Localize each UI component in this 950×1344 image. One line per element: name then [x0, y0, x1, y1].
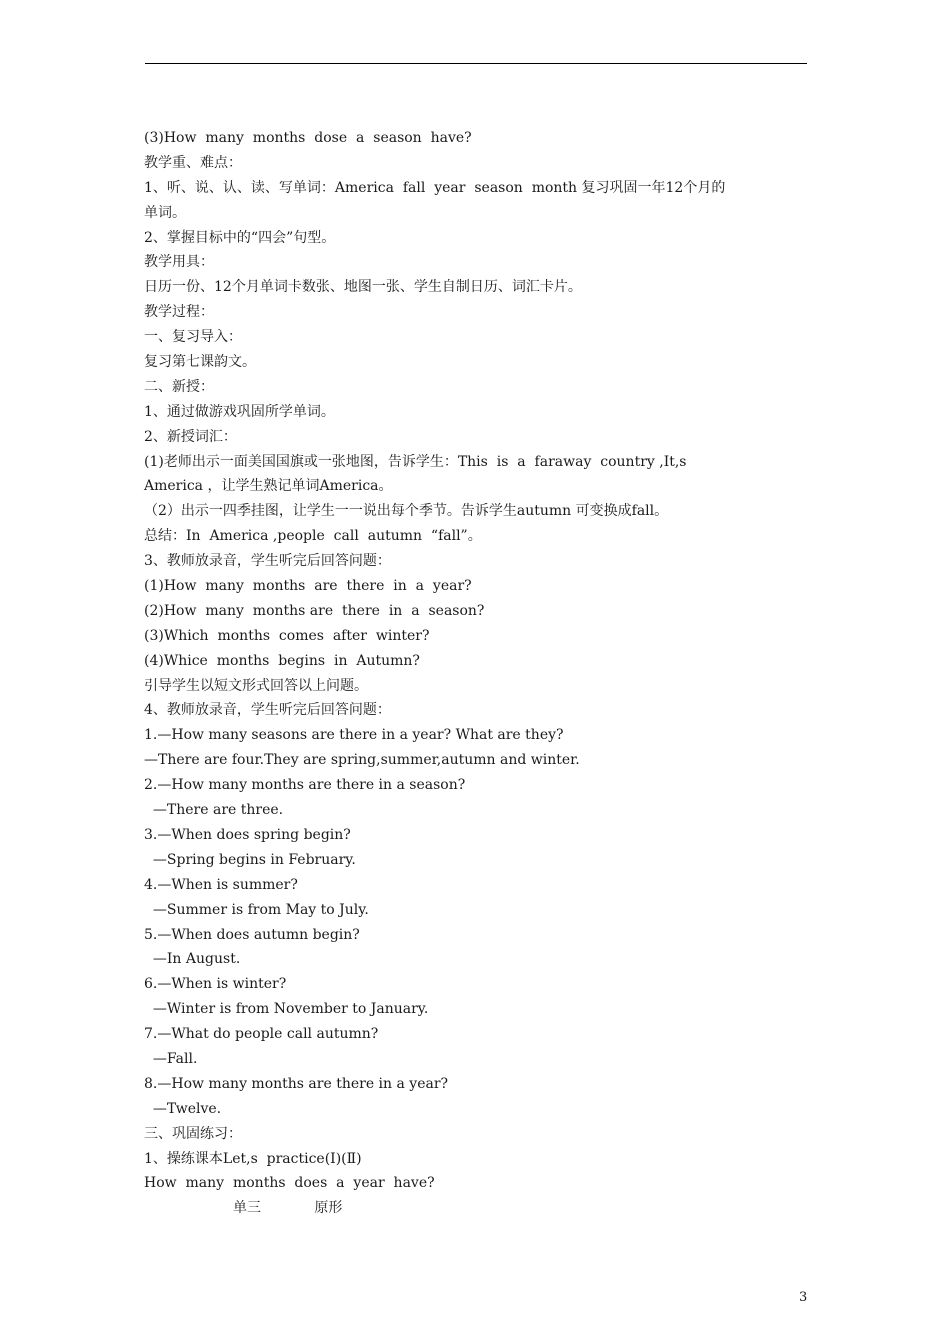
question-line: (1)How many months are there in a year?: [144, 578, 472, 595]
dialogue-line: —In August.: [144, 951, 241, 968]
question-line: (2)How many months are there in a season?: [144, 602, 485, 619]
section-heading: 一、复习导入：: [144, 329, 242, 346]
dialogue-line: 3.—When does spring begin?: [144, 826, 351, 843]
section-heading: 教学重、难点：: [144, 154, 242, 171]
text-line: 引导学生以短文形式回答以上问题。: [144, 677, 368, 694]
dialogue-line: 8.—How many months are there in a year?: [144, 1075, 449, 1092]
dialogue-line: —Summer is from May to July.: [144, 901, 369, 918]
dialogue-line: —Fall.: [144, 1050, 198, 1067]
text-line: 2、掌握目标中的“四会”句型。: [144, 229, 336, 246]
text-line: （2）出示一四季挂图，让学生一一说出每个季节。告诉学生autumn 可变换成fall。: [144, 503, 669, 520]
dialogue-line: —There are three.: [144, 802, 284, 819]
text-line: 复习第七课韵文。: [144, 354, 256, 371]
text-line: 3、教师放录音，学生听完后回答问题：: [144, 553, 391, 570]
section-heading: 教学过程：: [144, 304, 214, 321]
text-line: (1)老师出示一面美国国旗或一张地图，告诉学生：This is a faraway country ,It,s: [144, 453, 687, 470]
section-heading: 教学用具：: [144, 254, 214, 271]
text-line: 1、听、说、认、读、写单词：America fall year season month 复习巩固一年12个月的: [144, 179, 726, 196]
annotation-line: 单三 原形: [144, 1200, 343, 1217]
text-line: 总结：In America ,people call autumn “fall”。: [144, 528, 482, 545]
document-body: [144, 126, 808, 1221]
text-line: America ，让学生熟记单词America。: [144, 478, 393, 495]
text-line: 单词。: [144, 204, 186, 221]
text-line: (3)How many months dose a season have?: [144, 130, 472, 146]
section-heading: 三、巩固练习：: [144, 1125, 242, 1142]
text-line: 1、通过做游戏巩固所学单词。: [144, 403, 335, 420]
text-line: 日历一份、12个月单词卡数张、地图一张、学生自制日历、词汇卡片。: [144, 279, 582, 296]
dialogue-line: —Spring begins in February.: [144, 851, 356, 868]
text-line: 4、教师放录音，学生听完后回答问题：: [144, 702, 391, 719]
page-number: 3: [799, 1290, 808, 1305]
header-rule: [145, 63, 807, 64]
dialogue-line: —There are four.They are spring,summer,autumn and winter.: [144, 752, 580, 769]
text-line: How many months does a year have?: [144, 1175, 435, 1192]
dialogue-line: 7.—What do people call autumn?: [144, 1026, 379, 1043]
dialogue-line: —Twelve.: [144, 1100, 222, 1117]
dialogue-line: 6.—When is winter?: [144, 976, 287, 993]
dialogue-line: 2.—How many months are there in a season?: [144, 777, 466, 794]
dialogue-line: 4.—When is summer?: [144, 876, 298, 893]
question-line: (4)Whice months begins in Autumn?: [144, 652, 420, 669]
text-line: 2、新授词汇：: [144, 428, 237, 445]
section-heading: 二、新授：: [144, 378, 214, 395]
question-line: (3)Which months comes after winter?: [144, 627, 430, 644]
text-line: 1、操练课本Let,s practice(I)(Ⅱ): [144, 1150, 362, 1167]
dialogue-line: 1.—How many seasons are there in a year? What are they?: [144, 727, 564, 744]
dialogue-line: 5.—When does autumn begin?: [144, 926, 360, 943]
dialogue-line: —Winter is from November to January.: [144, 1001, 429, 1018]
